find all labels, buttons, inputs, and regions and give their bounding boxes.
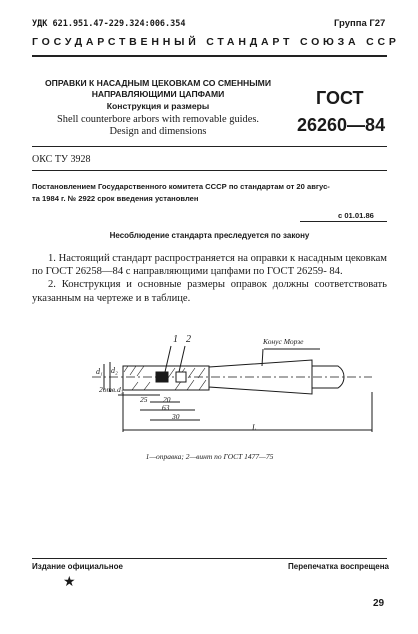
group-code: Группа Г27 <box>334 18 386 29</box>
reprint-notice: Перепечатка воспрещена <box>288 562 389 571</box>
udk-code: УДК 621.951.47-229.324:006.354 <box>32 19 186 29</box>
dim-25: 25 <box>140 395 148 404</box>
title-en-line1: Shell counterbore arbors with removable guides. <box>57 113 259 125</box>
title-ru-line1: ОПРАВКИ К НАСАДНЫМ ЦЕКОВКАМ СО СМЕННЫМИ <box>44 78 272 88</box>
decree-line1: Постановлением Государственного комитета СССР по стандартам от 20 авгус- <box>32 182 330 191</box>
callout-2: 2 <box>186 334 191 345</box>
dim-20: 20 <box>163 395 171 404</box>
title-ru-subtitle: Конструкция и размеры <box>106 101 210 111</box>
law-notice: Несоблюдение стандарта преследуется по закону <box>109 231 310 240</box>
dim-d2: d₂ <box>111 366 118 375</box>
dim-hole: 2отв.d₃ <box>99 385 124 394</box>
screw-2 <box>156 372 168 382</box>
gost-number: 26260—84 <box>297 115 386 135</box>
title-en-line2: Design and dimensions <box>109 125 207 137</box>
dim-30: 30 <box>172 412 180 421</box>
decree-date: с 01.01.86 <box>338 211 374 220</box>
drawing-caption: 1—оправка; 2—винт по ГОСТ 1477—75 <box>145 452 274 461</box>
okp-code: ОКС ТУ 3928 <box>32 154 91 165</box>
official-edition: Издание официальное <box>32 562 123 571</box>
dim-d1: d₁ <box>96 367 103 376</box>
page-number: 29 <box>373 598 385 609</box>
cone-label: Конус Морзе <box>263 337 304 346</box>
screw-1 <box>176 372 186 382</box>
title-ru-line2: НАПРАВЛЯЮЩИМИ ЦАПФАМИ <box>91 88 225 99</box>
paragraph-2: 2. Конструкция и основные размеры оправок должны соответствовать указанным на чертеже и в таблице. <box>32 279 387 304</box>
callout-1: 1 <box>173 334 178 345</box>
footer-rule <box>32 558 387 559</box>
decree-line2: та 1984 г. № 2922 срок введения установлен <box>32 194 199 203</box>
star-icon: ★ <box>63 575 76 590</box>
standard-banner: ГОСУДАРСТВЕННЫЙ СТАНДАРТ СОЮЗА ССР <box>32 36 400 48</box>
gost-label: ГОСТ <box>316 88 364 108</box>
paragraph-1: 1. Настоящий стандарт распространяется на оправки к насадным цековкам по ГОСТ 26258—84 с направляющими цапфами по ГОСТ 26259- 84. <box>32 253 387 278</box>
dim-63: 63 <box>162 403 170 412</box>
dim-L: L <box>252 423 257 432</box>
